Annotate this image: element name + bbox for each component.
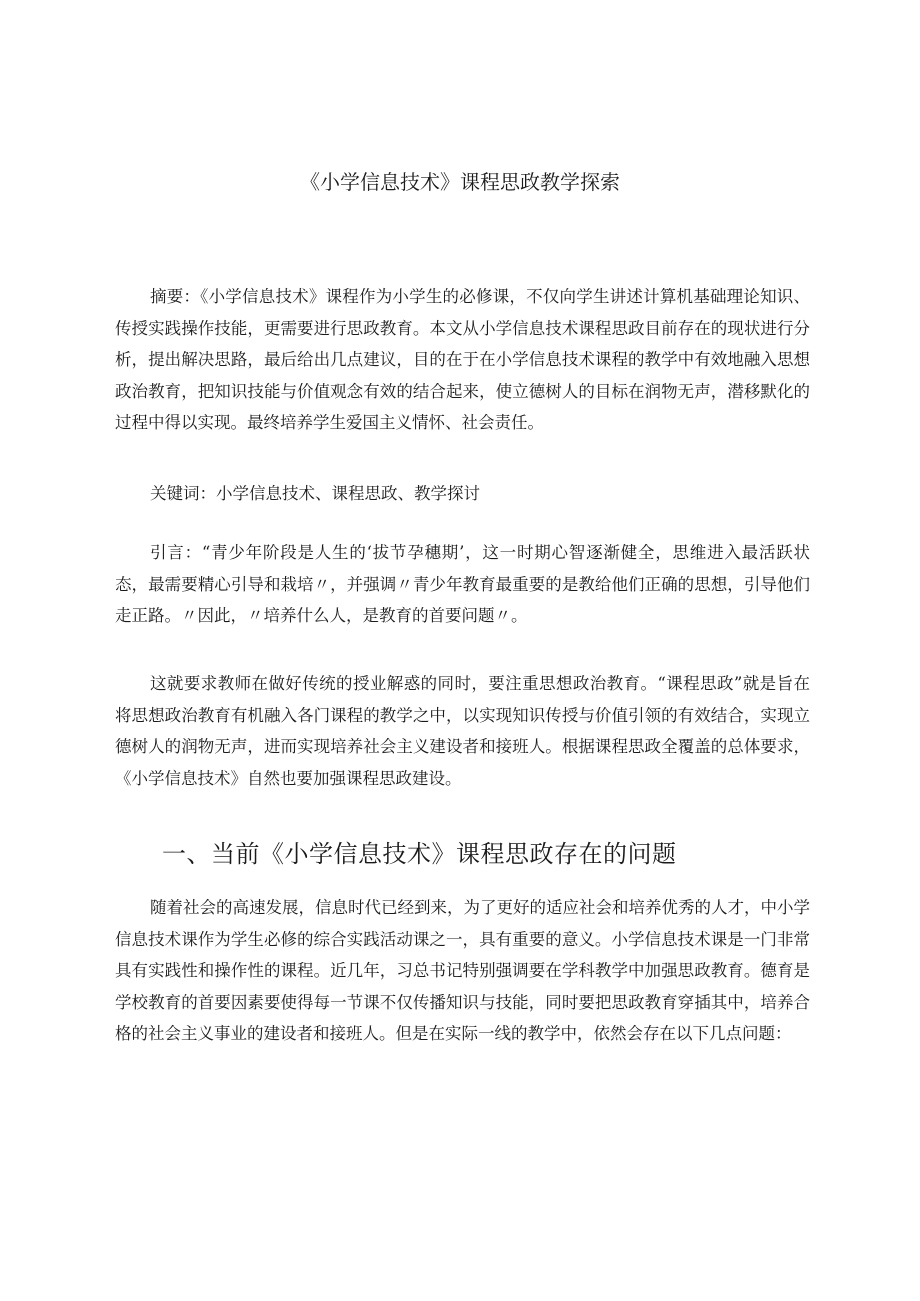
section-paragraph: 随着社会的高速发展，信息时代已经到来，为了更好的适应社会和培养优秀的人才，中小学信息技术课作为学生必修的综合实践活动课之一，具有重要的意义。小学信息技术课是一门非常具有实践性和操作性的课程。近几年，习总书记特别强调要在学科教学中加强思政教育。德育是学校教育的首要因素要使得每一节课不仅传播知识与技能，同时要把思政教育穿插其中，培养合格的社会主义事业的建设者和接班人。但是在实际一线的教学中，依然会存在以下几点问题： bbox=[115, 898, 810, 1043]
introduction-paragraph: 引言：“青少年阶段是人生的‘拔节孕穗期’，这一时期心智逐渐健全，思维进入最活跃状态，最需要精心引导和栽培〃，并强调〃青少年教育最重要的是教给他们正确的思想，引导他们走正路。〃因此，〃培养什么人，是教育的首要问题〃。 bbox=[115, 543, 810, 625]
keywords-paragraph: 关键词：小学信息技术、课程思政、教学探讨 bbox=[150, 484, 480, 503]
document-title: 《小学信息技术》课程思政教学探索 bbox=[300, 170, 620, 194]
section-heading: 一、当前《小学信息技术》课程思政存在的问题 bbox=[162, 840, 677, 868]
abstract-paragraph: 摘要：《小学信息技术》课程作为小学生的必修课，不仅向学生讲述计算机基础理论知识、传授实践操作技能，更需要进行思政教育。本文从小学信息技术课程思政目前存在的现状进行分析，提出解决思路，最后给出几点建议，目的在于在小学信息技术课程的教学中有效地融入思想政治教育，把知识技能与价值观念有效的结合起来，使立德树人的目标在润物无声，潜移默化的过程中得以实现。最终培养学生爱国主义情怀、社会责任。 bbox=[115, 287, 810, 432]
requirement-paragraph: 这就要求教师在做好传统的授业解惑的同时，要注重思想政治教育。“课程思政”就是旨在将思想政治教育有机融入各门课程的教学之中，以实现知识传授与价值引领的有效结合，实现立德树人的润物无声，进而实现培养社会主义建设者和接班人。根据课程思政全覆盖的总体要求，《小学信息技术》自然也要加强课程思政建设。 bbox=[115, 674, 810, 788]
